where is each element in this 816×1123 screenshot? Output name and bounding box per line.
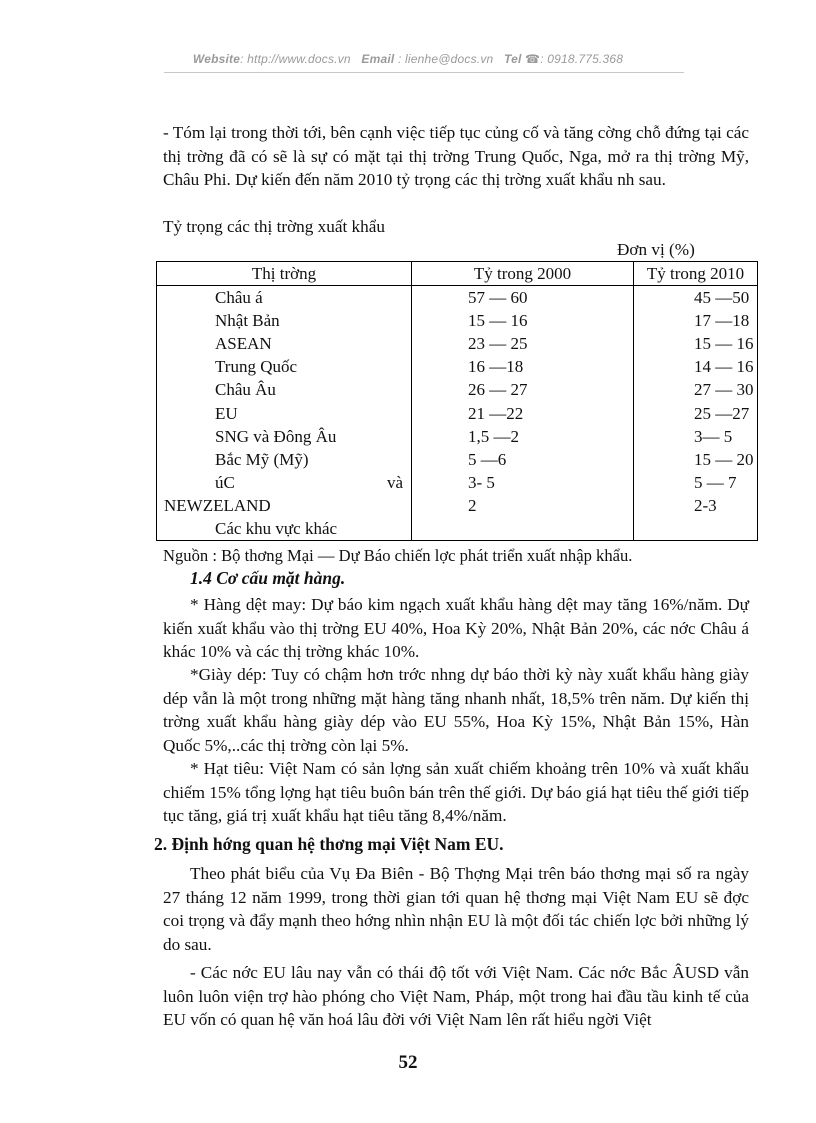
- cell-market: [157, 471, 412, 494]
- paragraph-textiles: * Hàng dệt may: Dự báo kim ngạch xuất khẩu hàng dệt may tăng 16%/năm. Dự kiến xuất khẩu vào thị trờng EU 40%, Hoa Kỳ 20%, Nhật Bản 20%, các nớc Châu á khác 10% và các thị trờng khác 10%.: [163, 595, 749, 662]
- cell-2000: [412, 517, 634, 541]
- table-row: [157, 471, 758, 494]
- market-share-table: [156, 261, 758, 541]
- cell-2010: 14 — 16: [634, 355, 758, 378]
- table-row: [157, 494, 758, 517]
- tel-value: : 0918.775.368: [540, 52, 624, 66]
- page-header: [0, 52, 816, 66]
- paragraph-trade-relations: Theo phát biểu của Vụ Đa Biên - Bộ Thợng Mại trên báo thơng mại số ra ngày 27 tháng 12 năm 1999, trong thời gian tới quan hệ thơng mại Việt Nam EU sẽ đợc coi trọng và đẩy mạnh theo hớng nhìn nhận EU là một đối tác chiến lợc bởi những lý do sau.: [163, 864, 749, 954]
- table-title: Tỷ trọng các thị trờng xuất khẩu: [163, 217, 385, 236]
- cell-market-part: và: [386, 472, 403, 492]
- cell-2000: 23 — 25: [412, 332, 634, 355]
- table-row: [157, 378, 758, 401]
- email-label: Email: [361, 52, 395, 66]
- col-header-2010: Tỷ trong 2010: [634, 262, 758, 286]
- cell-2000: 26 — 27: [412, 378, 634, 401]
- cell-market-text: NEWZELAND: [164, 495, 271, 515]
- page-number: 52: [398, 1052, 418, 1073]
- cell-2000: 16 —18: [412, 355, 634, 378]
- cell-market: SNG và Đông Âu: [157, 425, 412, 448]
- col-header-market: Thị trờng: [157, 262, 412, 286]
- cell-2000: 2: [412, 494, 634, 517]
- website-label: Website: [192, 52, 241, 66]
- cell-2010: 27 — 30: [634, 378, 758, 401]
- intro-paragraph: - Tóm lại trong thời tới, bên cạnh việc tiếp tục củng cố và tăng cờng chỗ đứng tại các thị trờng đã có sẽ là sự có mặt tại thị trờng Trung Quốc, Nga, mở ra thị trờng Mỹ, Châu Phi. Dự kiến đến năm 2010 tỷ trọng các thị trờng xuất khẩu nh sau.: [163, 123, 749, 190]
- cell-market: Trung Quốc: [157, 355, 412, 378]
- col-header-2000: Tỷ trong 2000: [412, 262, 634, 286]
- cell-2000: 1,5 —2: [412, 425, 634, 448]
- table-row: [157, 402, 758, 425]
- cell-2010: 5 — 7: [634, 471, 758, 494]
- table-row: [157, 355, 758, 378]
- table-row: [157, 309, 758, 332]
- cell-2000: 15 — 16: [412, 309, 634, 332]
- cell-market: Châu á: [157, 286, 412, 310]
- table-source: Nguồn : Bộ thơng Mại — Dự Báo chiến lợc phát triển xuất nhập khẩu.: [163, 546, 633, 565]
- cell-2010: 3— 5: [634, 425, 758, 448]
- table-row: [157, 286, 758, 310]
- tel-label: Tel ☎: [504, 52, 541, 66]
- paragraph-pepper: * Hạt tiêu: Việt Nam có sản lợng sản xuất chiếm khoảng trên 10% và xuất khẩu chiếm 15% tổng lợng hạt tiêu buôn bán trên thế giới. Dự báo giá hạt tiêu thế giới tiếp tục tăng, giá trị xuất khẩu hạt tiêu tăng 8,4%/năm.: [163, 759, 749, 826]
- cell-market-part: úC: [215, 472, 235, 492]
- table-header-row: [157, 262, 758, 286]
- cell-2010: 15 — 16: [634, 332, 758, 355]
- paragraph-eu-countries: - Các nớc EU lâu nay vẫn có thái độ tốt với Việt Nam. Các nớc Bắc ÂUSD vẫn luôn luôn viện trợ hào phóng cho Việt Nam, Pháp, một trong hai đầu tầu kinh tế của EU vốn có quan hệ văn hoá lâu đời với Việt Nam lên rất hiểu ngời Việt: [163, 963, 749, 1030]
- table-row: [157, 425, 758, 448]
- cell-2000: 5 —6: [412, 448, 634, 471]
- section-heading-1-4: 1.4 Cơ cấu mặt hàng.: [190, 568, 346, 588]
- section-heading-2: 2. Định hớng quan hệ thơng mại Việt Nam EU.: [154, 834, 504, 854]
- cell-market: Nhật Bản: [157, 309, 412, 332]
- paragraph-footwear: *Giày dép: Tuy có chậm hơn trớc nhng dự báo thời kỳ này xuất khẩu hàng giày dép vẫn là một trong những mặt hàng tăng nhanh nhất, 18,5% trên năm. Dự kiến thị trờng xuất khẩu hàng giày dép vào EU 55%, Hoa Kỳ 15%, Nhật Bản 15%, Hàn Quốc 5%,..các thị trờng còn lại 5%.: [163, 665, 749, 755]
- header-divider: [164, 72, 684, 73]
- cell-2010: 45 —50: [634, 286, 758, 310]
- email-value: : lienhe@docs.vn: [397, 52, 494, 66]
- cell-2000: 57 — 60: [412, 286, 634, 310]
- cell-2000: 3- 5: [412, 471, 634, 494]
- table-row: [157, 448, 758, 471]
- cell-market: ASEAN: [157, 332, 412, 355]
- cell-market: Châu Âu: [157, 378, 412, 401]
- table-row: [157, 517, 758, 541]
- cell-2010: [634, 517, 758, 541]
- website-value: : http://www.docs.vn: [240, 52, 351, 66]
- cell-market: Bắc Mỹ (Mỹ): [157, 448, 412, 471]
- cell-2010: 17 —18: [634, 309, 758, 332]
- cell-market: Các khu vực khác: [157, 517, 412, 541]
- cell-market: EU: [157, 402, 412, 425]
- table-unit: Đơn vị (%): [617, 240, 695, 259]
- cell-2010: 15 — 20: [634, 448, 758, 471]
- cell-2010: 2-3: [634, 494, 758, 517]
- cell-market: [157, 494, 412, 517]
- table-row: [157, 332, 758, 355]
- cell-2000: 21 —22: [412, 402, 634, 425]
- cell-2010: 25 —27: [634, 402, 758, 425]
